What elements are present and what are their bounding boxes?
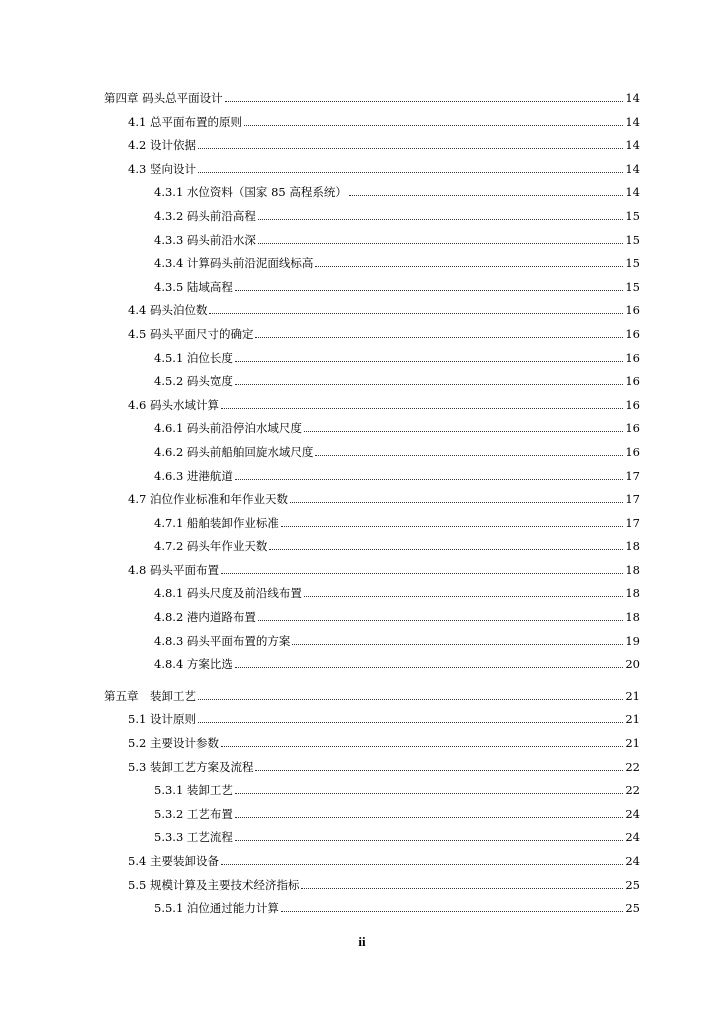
dot-leader [198, 721, 623, 723]
toc-entry-page: 14 [625, 114, 640, 129]
dot-leader [258, 242, 623, 244]
toc-entry[interactable] [104, 441, 640, 465]
toc-entry-page: 15 [625, 232, 640, 247]
toc-entry[interactable] [104, 276, 640, 300]
dot-leader [235, 383, 623, 385]
dot-leader [349, 194, 624, 196]
toc-entry-title: 第五章 装卸工艺 [104, 688, 196, 703]
toc-entry-page: 24 [625, 830, 640, 845]
toc-entry-page: 18 [625, 562, 640, 577]
toc-entry[interactable] [104, 417, 640, 441]
toc-entry-title: 5.1 设计原则 [128, 712, 196, 727]
toc-entry-page: 16 [625, 303, 640, 318]
toc-entry-title: 4.4 码头泊位数 [128, 303, 208, 318]
toc-entry[interactable] [104, 134, 640, 158]
toc-entry-page: 18 [625, 539, 640, 554]
toc-entry-title: 4.7 泊位作业标准和年作业天数 [128, 492, 288, 507]
toc-entry-page: 21 [625, 736, 640, 751]
table-of-contents [104, 87, 640, 921]
toc-entry-page: 24 [625, 854, 640, 868]
dot-leader [258, 218, 623, 220]
dot-leader [235, 816, 623, 818]
toc-entry[interactable] [104, 630, 640, 654]
toc-entry-title: 4.7.2 码头年作业天数 [154, 539, 268, 554]
toc-entry-page: 14 [625, 91, 640, 105]
toc-entry[interactable] [104, 897, 640, 921]
dot-leader [221, 863, 623, 865]
toc-entry-title: 5.4 主要装卸设备 [128, 854, 219, 868]
dot-leader [209, 312, 623, 314]
toc-entry-title: 4.5 码头平面尺寸的确定 [128, 326, 254, 341]
toc-entry-page: 14 [625, 138, 640, 153]
toc-entry[interactable] [104, 732, 640, 756]
toc-entry-page: 17 [625, 515, 640, 530]
dot-leader [221, 745, 623, 747]
toc-entry-title: 4.3 竖向设计 [128, 161, 196, 176]
toc-entry-title: 4.6.1 码头前沿停泊水域尺度 [154, 421, 302, 436]
toc-entry-title: 4.3.4 计算码头前沿泥面线标高 [154, 256, 314, 271]
toc-entry-title: 4.7.1 船舶装卸作业标准 [154, 515, 279, 530]
toc-entry[interactable] [104, 535, 640, 559]
dot-leader [255, 336, 623, 338]
toc-entry-title: 5.2 主要设计参数 [128, 736, 219, 751]
toc-entry[interactable] [104, 685, 640, 709]
toc-entry[interactable] [104, 826, 640, 850]
toc-entry-page: 15 [625, 208, 640, 223]
dot-leader [304, 595, 623, 597]
toc-entry[interactable] [104, 181, 640, 205]
toc-entry-page: 22 [625, 759, 640, 774]
toc-entry-page: 21 [625, 712, 640, 727]
toc-entry-page: 14 [625, 185, 640, 200]
dot-leader [315, 265, 623, 267]
toc-entry-title: 4.8.3 码头平面布置的方案 [154, 633, 291, 648]
toc-entry[interactable] [104, 111, 640, 135]
toc-entry[interactable] [104, 708, 640, 732]
toc-entry[interactable] [104, 465, 640, 489]
toc-entry-title: 4.5.2 码头宽度 [154, 374, 233, 389]
toc-entry-page: 15 [625, 279, 640, 294]
toc-entry[interactable] [104, 158, 640, 182]
toc-entry-title: 4.8.2 港内道路布置 [154, 610, 256, 625]
dot-leader [315, 454, 623, 456]
toc-entry-page: 22 [625, 783, 640, 798]
dot-leader [235, 839, 623, 841]
dot-leader [304, 430, 623, 432]
toc-entry-title: 5.3.1 装卸工艺 [154, 783, 233, 798]
toc-entry-page: 15 [625, 256, 640, 271]
dot-leader [235, 792, 623, 794]
dot-leader [225, 100, 624, 102]
toc-entry-title: 4.8.4 方案比选 [154, 657, 233, 672]
toc-entry-title: 4.1 总平面布置的原则 [128, 114, 242, 129]
dot-leader [198, 171, 623, 173]
dot-leader [255, 769, 623, 771]
toc-entry-title: 4.6 码头水域计算 [128, 397, 219, 412]
toc-entry-page: 25 [625, 901, 640, 916]
toc-entry[interactable] [104, 323, 640, 347]
dot-leader [235, 666, 623, 668]
toc-entry-page: 19 [625, 633, 640, 648]
toc-entry[interactable] [104, 559, 640, 583]
toc-entry-page: 25 [625, 877, 640, 892]
toc-entry[interactable] [104, 87, 640, 111]
toc-entry[interactable] [104, 779, 640, 803]
toc-entry[interactable] [104, 252, 640, 276]
toc-entry[interactable] [104, 653, 640, 677]
toc-entry[interactable] [104, 205, 640, 229]
dot-leader [269, 548, 623, 550]
toc-entry-page: 17 [625, 468, 640, 483]
toc-entry-page: 21 [625, 688, 640, 703]
toc-entry-title: 4.3.2 码头前沿高程 [154, 208, 256, 223]
dot-leader [221, 407, 623, 409]
dot-leader [235, 478, 623, 480]
toc-entry-page: 16 [625, 374, 640, 389]
toc-entry[interactable] [104, 347, 640, 371]
toc-entry[interactable] [104, 606, 640, 630]
toc-entry-page: 18 [625, 610, 640, 625]
toc-entry-title: 5.3.3 工艺流程 [154, 830, 233, 845]
toc-entry-title: 4.3.5 陆域高程 [154, 279, 233, 294]
toc-entry-page: 16 [625, 421, 640, 436]
dot-leader [235, 360, 623, 362]
toc-entry-title: 4.8.1 码头尺度及前沿线布置 [154, 586, 302, 601]
toc-entry-page: 18 [625, 586, 640, 601]
toc-entry-title: 4.6.2 码头前船舶回旋水域尺度 [154, 444, 314, 459]
toc-entry-title: 5.5.1 泊位通过能力计算 [154, 901, 279, 916]
toc-entry-page: 16 [625, 444, 640, 459]
toc-entry-page: 16 [625, 397, 640, 412]
toc-entry[interactable] [104, 229, 640, 253]
toc-entry-page: 16 [625, 326, 640, 341]
toc-entry-title: 4.3.1 水位资料（国家 85 高程系统） [154, 185, 347, 200]
toc-entry-page: 16 [625, 350, 640, 365]
toc-entry-title: 4.6.3 进港航道 [154, 468, 233, 483]
dot-leader [258, 619, 623, 621]
dot-leader [221, 572, 623, 574]
dot-leader [281, 525, 623, 527]
dot-leader [198, 698, 623, 700]
toc-entry[interactable] [104, 874, 640, 898]
toc-entry[interactable] [104, 756, 640, 780]
toc-entry-page: 24 [625, 806, 640, 821]
toc-entry[interactable] [104, 512, 640, 536]
toc-entry-title: 4.8 码头平面布置 [128, 562, 219, 577]
toc-entry-page: 20 [625, 657, 640, 672]
toc-entry[interactable] [104, 299, 640, 323]
toc-entry-title: 5.5 规模计算及主要技术经济指标 [128, 877, 300, 892]
toc-entry[interactable] [104, 488, 640, 512]
dot-leader [301, 887, 623, 889]
toc-entry[interactable] [104, 582, 640, 606]
dot-leader [244, 124, 623, 126]
toc-entry[interactable] [104, 803, 640, 827]
dot-leader [198, 147, 623, 149]
toc-entry-title: 4.5.1 泊位长度 [154, 350, 233, 365]
dot-leader [290, 501, 623, 503]
page-number: ii [358, 934, 366, 949]
toc-entry-title: 4.2 设计依据 [128, 138, 196, 153]
toc-entry-page: 17 [625, 492, 640, 507]
toc-entry[interactable] [104, 850, 640, 874]
toc-entry-title: 4.3.3 码头前沿水深 [154, 232, 256, 247]
dot-leader [281, 910, 623, 912]
dot-leader [292, 643, 623, 645]
dot-leader [235, 289, 623, 291]
toc-entry-title: 5.3.2 工艺布置 [154, 806, 233, 821]
toc-entry-page: 14 [625, 161, 640, 176]
toc-entry-title: 5.3 装卸工艺方案及流程 [128, 759, 254, 774]
toc-entry[interactable] [104, 394, 640, 418]
toc-entry-title: 第四章 码头总平面设计 [104, 91, 223, 105]
toc-entry[interactable] [104, 370, 640, 394]
